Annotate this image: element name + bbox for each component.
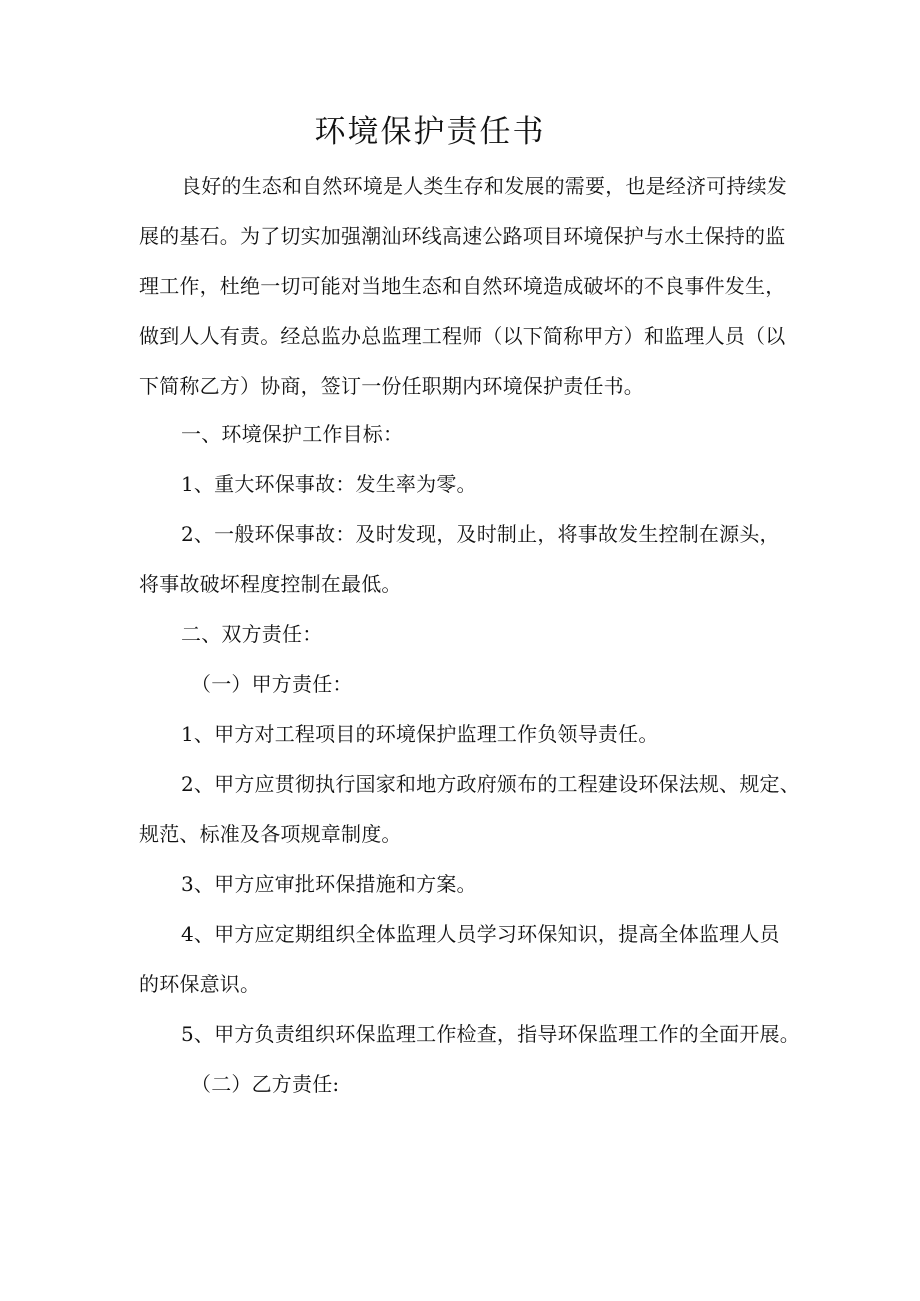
party-a-item-4: 4、甲方应定期组织全体监理人员学习环保知识，提高全体监理人员	[181, 922, 780, 946]
goal-item-2: 2、一般环保事故：及时发现，及时制止，将事故发生控制在源头，	[181, 522, 780, 546]
party-a-item-2: 2、甲方应贯彻执行国家和地方政府颁布的工程建设环保法规、规定、	[181, 772, 800, 796]
subsection-heading-party-b: （二）乙方责任:	[191, 1072, 340, 1096]
section-heading-responsibilities: 二、双方责任：	[181, 622, 323, 646]
paragraph-line-5: 下简称乙方）协商，签订一份任职期内环境保护责任书。	[139, 374, 644, 398]
goal-item-2-continued: 将事故破坏程度控制在最低。	[139, 572, 402, 596]
document-title	[0, 110, 920, 154]
party-a-item-3: 3、甲方应审批环保措施和方案。	[181, 872, 477, 896]
document-title-text: 环境保护责任书	[314, 114, 546, 150]
paragraph-line-4: 做到人人有责。经总监办总监理工程师（以下简称甲方）和监理人员（以	[139, 324, 786, 348]
party-a-item-1: 1、甲方对工程项目的环境保护监理工作负领导责任。	[181, 722, 659, 746]
paragraph-line-3: 理工作，杜绝一切可能对当地生态和自然环境造成破坏的不良事件发生，	[139, 274, 786, 298]
section-heading-goals: 一、环境保护工作目标：	[181, 422, 404, 446]
paragraph-line-2: 展的基石。为了切实加强潮汕环线高速公路项目环境保护与水土保持的监	[139, 224, 786, 248]
subsection-heading-party-a: （一）甲方责任：	[191, 672, 353, 696]
goal-item-1: 1、重大环保事故：发生率为零。	[181, 472, 477, 496]
party-a-item-5: 5、甲方负责组织环保监理工作检查，指导环保监理工作的全面开展。	[181, 1022, 800, 1046]
paragraph-line-1: 良好的生态和自然环境是人类生存和发展的需要，也是经济可持续发	[181, 174, 787, 198]
party-a-item-4-continued: 的环保意识。	[139, 972, 261, 996]
party-a-item-2-continued: 规范、标准及各项规章制度。	[139, 822, 402, 846]
